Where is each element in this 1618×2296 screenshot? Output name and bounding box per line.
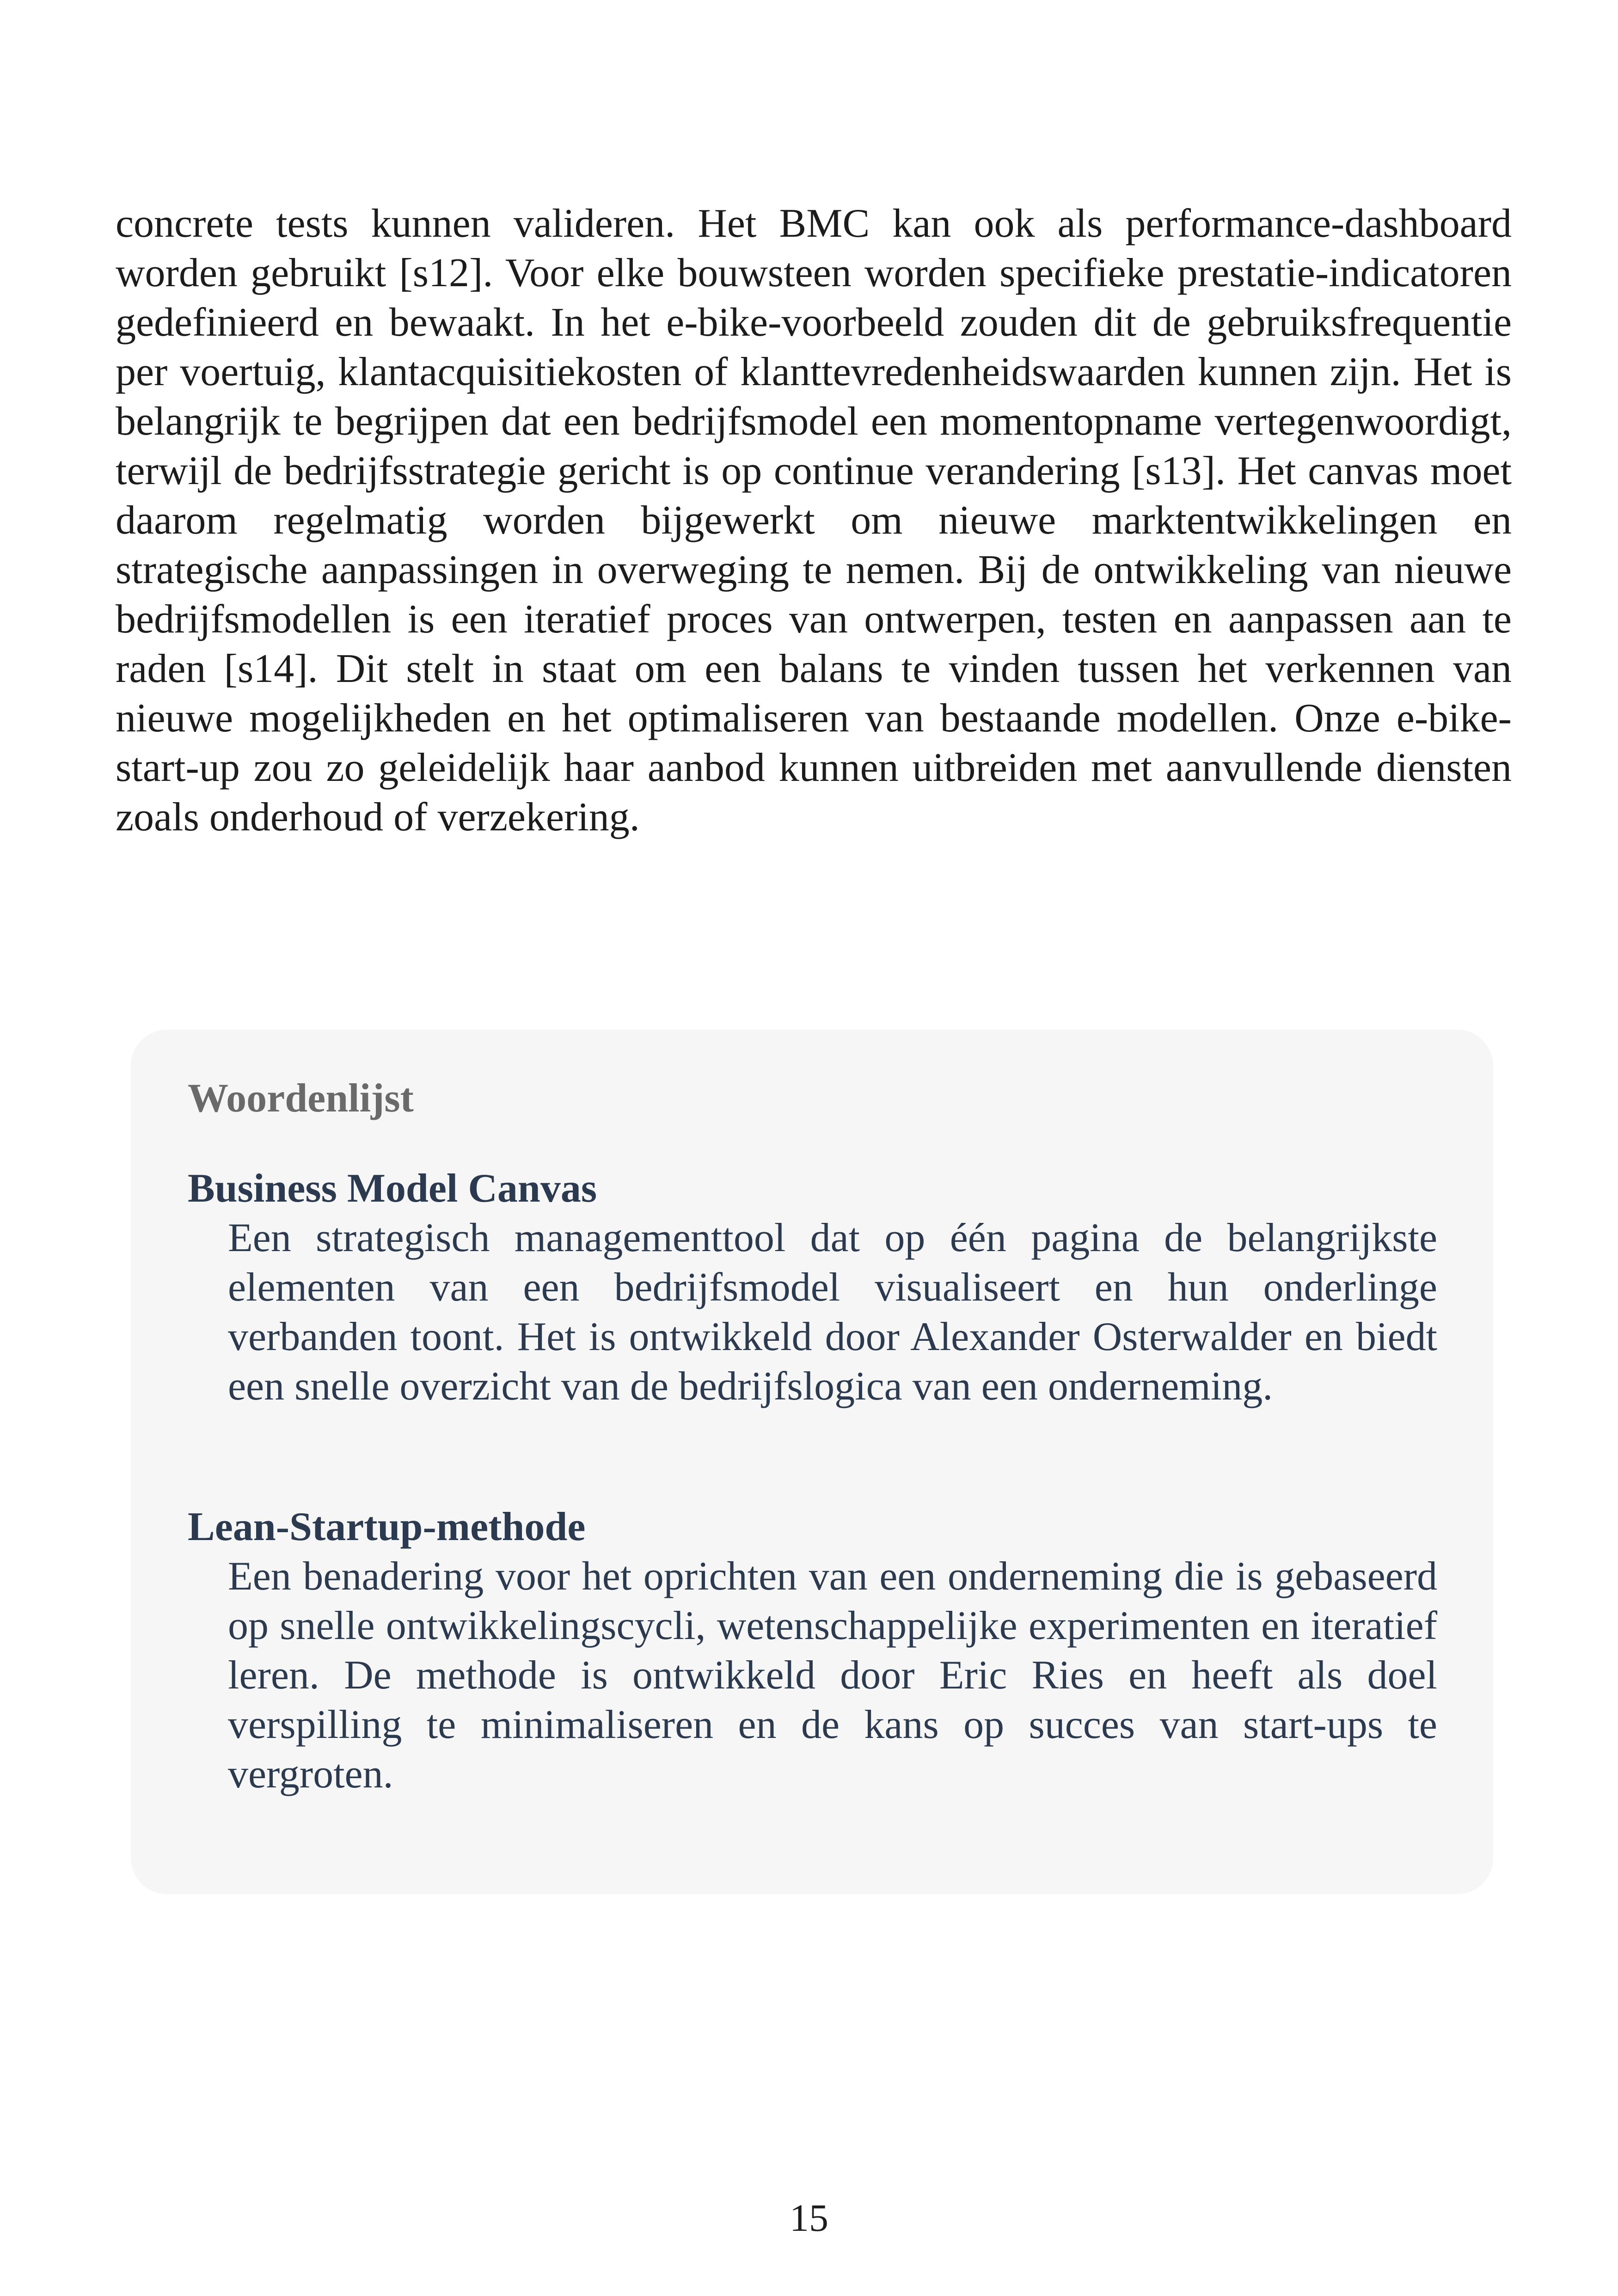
glossary-box [131,1030,1493,1894]
glossary-definition: Een strategisch managementtool dat op één pagina de belangrijkste elementen van een bedrijfsmodel visualiseert en hun onderlinge verbanden toont. Het is ontwikkeld door Alexander Osterwalder en biedt een snelle overzicht van de bedrijfslogica van een onderneming. [228,1216,1437,1409]
body-paragraph: concrete tests kunnen valideren. Het BMC kan ook als performance-dashboard worden gebruikt [s12]. Voor elke bouwsteen worden specifieke prestatie-indicatoren gedefinieerd en bewaakt. In het e-bike-voorbeeld zouden dit de gebruiksfrequentie per voertuig, klantacquisitiekosten of klanttevredenheidswaarden kunnen zijn. Het is belangrijk te begrijpen dat een bedrijfsmodel een momentopname vertegenwoordigt, terwijl de bedrijfsstrategie gericht is op continue verandering [s13]. Het canvas moet daarom regelmatig worden bijgewerkt om nieuwe marktentwikkelingen en strategische aanpassingen in overweging te nemen. Bij de ontwikkeling van nieuwe bedrijfsmodellen is een iteratief proces van ontwerpen, testen en aanpassen aan te raden [s14]. Dit stelt in staat om een balans te vinden tussen het verkennen van nieuwe mogelijkheden en het optimaliseren van bestaande modellen. Onze e-bike-start-up zou zo geleidelijk haar aanbod kunnen uitbreiden met aanvullende diensten zoals onderhoud of verzekering. [116,201,1512,840]
page-number: 15 [790,2197,828,2240]
glossary-definition: Een benadering voor het oprichten van een onderneming die is gebaseerd op snelle ontwikkelingscycli, wetenschappelijke experimenten en iteratief leren. De methode is ontwikkeld door Eric Ries en heeft als doel verspilling te minimaliseren en de kans op succes van start-ups te vergroten. [228,1554,1437,1797]
glossary-term: Lean-Startup-methode [188,1504,586,1549]
glossary-title: Woordenlijst [188,1076,414,1121]
glossary-term: Business Model Canvas [188,1166,597,1211]
